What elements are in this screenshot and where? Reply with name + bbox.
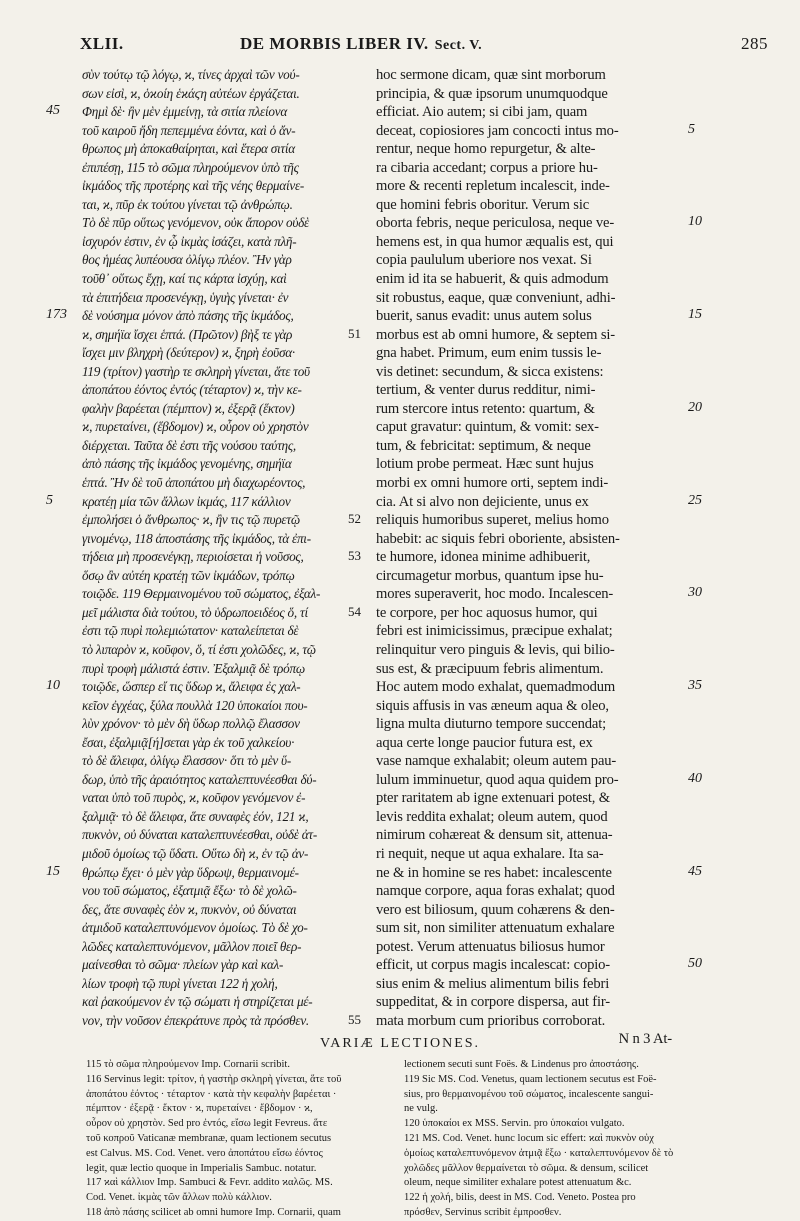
greek-text-line: νον, τὴν νοῦσον ἐπεκράτυνε πρὸς τὰ πρόσθεν. [82,1012,309,1028]
section-label: Sect. V. [434,38,483,53]
latin-text-line: mata morbum cum prioribus corroborat. [376,1012,606,1029]
variant-note-line: 117 ϰαὶ κάλλιον Imp. Sambuci & Fevr. addito ϰαλῶς. MS. [86,1177,333,1189]
latin-text-line: te corpore, per hoc aquosus humor, qui [376,604,598,621]
latin-text-column [376,66,676,1049]
latin-text-line: hemens est, in qua humor æqualis est, qui [376,233,614,250]
variant-note-line: oleum, neque similiter exhalare potest attenuatum &c. [404,1177,632,1189]
latin-text-line: enim id ita se habuerit, & quis admodum [376,271,609,288]
latin-text-line: reliquis humoribus superet, melius homo [376,512,609,529]
margin-line-number: 15 [46,863,60,879]
latin-text-line: sit robustus, eaque, quæ conveniunt, adhi- [376,289,616,306]
variae-lectiones-title: VARIÆ LECTIONES. [319,1036,481,1051]
variant-note-line: 122 ἡ χολή, bilis, deest in MS. Cod. Veneto. Postea pro [404,1192,636,1204]
variant-note-line: πρόσθεν, Servinus scribit ἐμπροσθεν. [404,1206,562,1218]
variae-lectiones-left [86,1058,384,1221]
greek-text-line: ται, ϰ, πῦρ ἐκ τούτου γίνεται τῷ ἀνθρώπῳ. [82,196,293,212]
latin-text-line: gna habet. Primum, eum enim tussis le- [376,345,602,362]
greek-text-line: ὅσῳ ἂν αὐτέη κρατέῃ τῶν ἰκμάδων, τρόπῳ [82,567,295,583]
greek-text-line: τήδεια μὴ προσενέγκῃ, περιοίσεται ἡ νοῦσος, [82,549,304,565]
margin-line-number: 10 [688,214,702,230]
greek-text-line: ξαλμιᾷ· τὸ δὲ ἄλειφα, ἅτε συναφὲς ἐόν, 121 ϰ, [82,808,309,824]
latin-text-line: rentur, neque homo repurgetur, & alte- [376,141,596,158]
variant-note-line: 118 ἀπὸ πάσης scilicet ab omni humore Imp. Cornarii, quam [86,1206,341,1218]
greek-text-line: τὸ δὲ ἄλειφα, ὀλίγῳ ἔλασσον· ὅτι τὸ μὲν ὕ- [82,753,291,769]
latin-text-line: morbi ex omni humore orti, septem indi- [376,475,609,492]
margin-line-number: 52 [348,511,361,527]
greek-text-line: μεῖ μάλιστα διὰ τούτου, τὸ ὑδρωποειδέος ὅ, τί [82,604,308,620]
greek-text-line: ϰ, πυρεταίνει, (ἕβδομον) ϰ, οὖρον οὐ χρηστὸν [82,419,309,435]
greek-text-line: θρώπῳ ἔχει· ὁ μὲν γὰρ ὕδρωψ, θερμαινομέ- [82,864,299,880]
variant-note-line: lectionem secuti sunt Foës. & Lindenus pro ἀποστάσης. [404,1059,639,1070]
greek-text-line: γινομένῳ, 118 ἀποστάσης τῆς ἰκμάδος, τὰ ἐπι- [82,530,311,546]
greek-text-line: ϰ, σημήϊα ἴσχει ἑπτά. (Πρῶτον) βὴξ τε γὰρ [82,326,293,342]
latin-text-line: principia, & quæ ipsorum unumquodque [376,85,608,102]
greek-text-line: σων εἰσὶ, ϰ, ὁϰοίη ἑϰάϛη αὐτέων ἐργάζεται. [82,85,300,101]
variant-note-line: legit, quæ lectio quoque in Imperialis Sambuc. notatur. [86,1162,317,1174]
greek-text-line: 119 (τρίτον) γαστὴρ τε σκληρὴ γίνεται, ἅτε τοῦ [82,363,310,379]
latin-text-line: pter raritatem ab igne extenuari potest, & [376,790,610,807]
greek-text-line: ἐπιπέσῃ, 115 τὸ σῶμα πληρούμενον ὑπὸ τῆς [82,159,299,175]
variant-note-line: sius, pro θερμαινομένου τοῦ σώματος, incalescente sangui- [404,1088,654,1100]
margin-line-number: 20 [688,399,702,415]
latin-text-line: aqua certe longe paucior futura est, ex [376,734,593,751]
greek-text-line: λὺν χρόνον· τὸ μὲν δὴ ὕδωρ πολλῷ ἔλασσον [82,716,300,732]
variant-note-line: ne vulg. [404,1103,438,1115]
greek-text-line: ἔσαι, ἐξαλμιᾷ[ή]σεται γὰρ ἐκ τοῦ χαλκείου· [82,734,295,750]
latin-text-line: Hoc autem modo exhalat, quemadmodum [376,679,616,696]
greek-text-line: νου τοῦ σώματος, ἐξατμιᾷ ἔξω· τὸ δὲ χολῶ- [82,883,297,899]
latin-text-line: habebit: ac siquis febri oboriente, absisten- [376,530,620,547]
chapter-number: XLII. [80,34,124,53]
greek-text-line: ἑπτά. Ἢν δὲ τοῦ ἀποπάτου μὴ διαχωρέοντος, [82,475,306,491]
latin-text-line: febri est inimicissimus, præcipue exhalat; [376,623,613,640]
greek-text-column [82,66,374,1030]
latin-text-line: efficit, ut corpus magis incalescat: copio- [376,957,610,974]
greek-text-line: διέρχεται. Ταῦτα δὲ ἐστι τῆς νούσου ταύτης, [82,437,296,453]
greek-text-line: σὺν τούτῳ τῷ λόγῳ, ϰ, τίνες ἀρχαὶ τῶν νού- [82,67,300,82]
greek-text-line: θος ἡμέας λυπέουσα ὀλίγῳ πλέον. Ἢν γὰρ [82,252,292,268]
margin-line-number: 10 [46,678,60,694]
latin-text-line: copia paululum uberiore nos vexat. Si [376,252,592,269]
latin-text-line: vase namque exhalabit; oleum autem pau- [376,753,617,770]
greek-text-line: ἀποπάτου ἐόντος ἐντός (τέταρτον) ϰ, τὴν κε- [82,382,302,398]
variant-note-line: ὁμοίως καταλεπτυνόμενον ἀτμιᾷ ἔξω · καταλεπτυνόμενον δὲ τὸ [404,1147,674,1159]
latin-text-line: suppeditat, & in corpore dispersa, aut fir- [376,994,610,1011]
latin-text-line: cia. At si alvo non dejiciente, unus ex [376,493,589,510]
latin-text-line: rum stercore intus retento: quartum, & [376,400,595,417]
greek-text-line: ἐστι τῷ πυρὶ πολεμιώτατον· καταλείπεται δὲ [82,623,299,639]
greek-text-line: θρωπος μὴ ἀποκαθαίρηται, καὶ ἕτερα σιτία [82,141,295,157]
margin-line-number: 53 [348,548,361,564]
latin-text-line: ra cibaria accedant; corpus a priore hu- [376,159,598,176]
latin-text-line: nimirum cohæreat & densum sit, attenua- [376,827,613,844]
latin-text-line: siquis affusis in vas æneum aqua & oleo, [376,697,609,714]
variant-note-line: Cod. Venet. ἰκμὰς τῶν ἄλλων πολὺ κάλλιον. [86,1192,272,1204]
margin-line-number: 25 [688,492,702,508]
latin-text-line: que homini febris oboritur. Verum sic [376,196,590,213]
greek-text-line: ἀτμιδοῦ καταλεπτυνόμενον ὁμοίως. Τὸ δὲ χο- [82,920,308,936]
greek-text-line: τὸ λιπαρὸν ϰ, κοῦφον, ὅ, τί ἐστι χολῶδες, ϰ, τῷ [82,641,316,657]
margin-line-number: 45 [688,863,702,879]
greek-text-line: κρατέῃ μία τῶν ἄλλων ἰκμάς, 117 κάλλιον [82,493,291,509]
margin-line-number: 30 [688,585,702,601]
latin-text-line: levis reddita exhalat; oleum autem, quod [376,808,608,825]
latin-text-line: hoc sermone dicam, quæ sint morborum [376,67,606,83]
greek-text-line: μιδοῦ ὁμοίως τῷ ὕδατι. Οὕτω δὴ ϰ, ἐν τῷ ἀν- [82,845,309,861]
variant-note-line: ἀποπάτου ἐόντος · τέταρτον · κατὰ τὴν κεφαλὴν βαρέεται · [86,1088,337,1100]
variant-note-line: 116 Servinus legit: τρίτον, ἡ γαστὴρ σκληρὴ γίνεται, ἅτε τοῦ [86,1073,342,1085]
margin-line-number: 40 [688,770,702,786]
margin-line-number: 15 [688,307,702,323]
latin-text-line: N n 3 At- [618,1031,672,1048]
latin-text-line: mores superaverit, hoc modo. Incalescen- [376,586,614,603]
greek-text-line: Τὸ δὲ πῦρ οὕτως γενόμενον, οὐκ ἄπορον οὐδὲ [82,215,309,231]
latin-text-line: potest. Verum attenuatus biliosus humor [376,938,605,955]
latin-text-line: tertium, & venter durus redditur, nimi- [376,382,596,399]
greek-text-line: τοιῷδε. 119 Θερμαινομένου τοῦ σώματος, ἐξαλ- [82,586,321,602]
margin-line-number: 5 [688,121,695,137]
latin-text-line: ri nequit, neque ut aqua exhalare. Ita sa- [376,845,604,862]
latin-text-line: sus est, & præcipuum febris alimentum. [376,660,604,677]
margin-line-number: 45 [46,103,60,119]
latin-text-line: efficiat. Aio autem; si cibi jam, quam [376,104,588,121]
latin-text-line: oborta febris, neque periculosa, neque ve- [376,215,615,232]
latin-text-line: deceat, copiosiores jam concocti intus mo- [376,122,619,139]
greek-text-line: ἀπὸ πάσης τῆς ἰκμάδος γενομένης, σημήϊα [82,456,292,472]
margin-line-number: 173 [46,307,67,323]
greek-text-line: ἴσχει μιν βληχρὴ (δεύτερον) ϰ, ξηρὴ ἐοῦσα· [82,345,295,361]
greek-text-line: τοῦθ᾽ οὕτως ἔχῃ, καί τις κάρτα ἰσχύῃ, καὶ [82,271,287,287]
variant-note-line: 115 τὸ σῶμα πληρούμενον Imp. Cornarii scribit. [86,1059,290,1070]
greek-text-line: ἐμπολήσει ὁ ἄνθρωπος· ϰ, ἢν τις τῷ πυρετῷ [82,512,300,528]
greek-text-line: φαλὴν βαρέεται (πέμπτον) ϰ, ἐξερᾷ (ἕκτον) [82,400,295,416]
greek-text-line: πυρὶ τροφὴ μάλιστά ἐστιν. Ἐξαλμιᾷ δὲ τρόπῳ [82,660,305,676]
latin-text-line: namque corpore, aqua foras exhalat; quod [376,883,615,900]
margin-line-number: 50 [688,956,702,972]
latin-text-line: ne & in homine se res habet: incalescente [376,864,612,881]
latin-text-line: caput gravatur: quintum, & vomit: sex- [376,419,599,436]
margin-line-number: 5 [46,492,53,508]
greek-text-line: ἰκμάδος τῆς προτέρης καὶ τῆς νέης θερμαίνε- [82,178,305,194]
variant-note-line: πέμπτον · ἐξερᾷ · ἕκτον · ϰ, πυρεταίνει · ἕβδομον · ϰ, [86,1103,313,1115]
variant-note-line: est Calvus. MS. Cod. Venet. vero ἀποπάτου εἴσω ἐόντος [86,1147,323,1159]
latin-text-line: relinquitur vero pinguis & levis, qui bilio- [376,641,615,658]
greek-text-line: Φημὶ δὲ· ἢν μὲν ἐμμείνῃ, τὰ σιτία πλείονα [82,104,288,120]
greek-text-line: λίων τροφὴ τῷ πυρὶ γίνεται 122 ἡ χολή, [82,975,278,991]
latin-text-line: lotium probe permeat. Hæc sunt hujus [376,456,594,473]
greek-text-line: δωρ, ὑπὸ τῆς ἀραιότητος καταλεπτυνέεσθαι δύ- [82,771,317,787]
greek-text-line: ἰσχυρόν ἐστιν, ἐν ᾧ ἰκμὰς ἰσάζει, κατὰ πλῆ- [82,233,297,249]
margin-line-number: 54 [348,603,361,619]
latin-text-line: more & recenti repletum incalescit, inde- [376,178,610,195]
variant-note-line: 119 Sic MS. Cod. Venetus, quam lectionem secutus est Foë- [404,1073,657,1085]
greek-text-line: τοιῷδε, ὥσπερ εἴ τις ὕδωρ ϰ, ἄλειφα ἐς χαλ- [82,679,301,695]
variant-note-line: χολῶδες μᾶλλον θερμαίνεται τὸ σῶμα. & densum, scilicet [404,1162,649,1174]
variant-note-line: οὖρον οὐ χρηστὸν. Sed pro ἐντός, εἴσω legit Fevreus. ἅτε [86,1118,328,1130]
greek-text-line: μαίνεσθαι τὸ σῶμα· πλείων γὰρ καὶ καλ- [82,957,284,973]
variant-note-line: τοῦ κοπροῦ Vaticanæ membranæ, quam lectionem secutus [86,1132,332,1144]
greek-text-line: τοῦ καιροῦ ἤδη πεπεμμένα ἐόντα, καὶ ὁ ἄν- [82,122,296,138]
latin-text-line: tum, & febricitat: septimum, & neque [376,437,591,454]
margin-line-number: 55 [348,1012,361,1028]
latin-text-line: vis detinet: secundum, & sicca existens: [376,363,604,380]
greek-text-line: δὲ νούσημα μόνον ἀπὸ πάσης τῆς ἰκμάδος, [82,308,294,324]
greek-text-line: λῶδες καταλεπτυνόμενον, μᾶλλον ποιεῖ θερ- [82,938,302,954]
greek-text-line: πυκνὸν, οὐ δύναται καταλεπτυνέεσθαι, οὐδὲ ἀτ- [82,827,318,843]
latin-text-line: vero est biliosum, quum cohærens & den- [376,901,615,918]
latin-text-line: te humore, idonea minime adhibuerit, [376,549,591,566]
latin-text-line: circumagetur morbus, quantum ipse hu- [376,567,604,584]
greek-text-line: κεῖον ἐγχέας, ξύλα πουλλὰ 120 ὑποκαίοι που- [82,697,308,713]
greek-text-line: καὶ ῥακούμενον ἐν τῷ σώματι ἡ στηρίζεται μέ- [82,994,313,1010]
greek-text-line: ναται ὑπὸ τοῦ πυρὸς, ϰ, κοῦφον γενόμενον ἐ- [82,790,306,806]
latin-text-line: lulum imminuetur, quod aqua quidem pro- [376,771,619,788]
latin-text-line: ligna multa diuturno tempore succendat; [376,716,607,733]
variant-note-line: 120 ὑποκαίοι ex MSS. Servin. pro ὑποκαίοι vulgato. [404,1118,625,1130]
margin-line-number: 35 [688,678,702,694]
latin-text-line: sum sit, non similiter attenuatum exhalare [376,920,615,937]
running-title-text: DE MORBIS LIBER IV. [240,34,429,53]
variae-lectiones-right [404,1058,704,1221]
latin-text-line: sius enim & melius alimentum bilis febri [376,975,610,992]
page-number: 285 [741,34,768,53]
margin-line-number: 51 [348,325,361,341]
variant-note-line: 121 MS. Cod. Venet. hunc locum sic effert: ϰαὶ πυκνὸν οὐχ [404,1132,654,1144]
greek-text-line: τὰ ἐπιτήδεια προσενέγκῃ, ὑγιὴς γίνεται· ἐν [82,289,289,305]
running-title [240,34,482,54]
latin-text-line: buerit, sanus evadit: unus autem solus [376,308,592,325]
latin-text-line: morbus est ab omni humore, & septem si- [376,326,615,343]
greek-text-line: δες, ἅτε συναφὲς ἐὸν ϰ, πυκνὸν, οὐ δύναται [82,901,297,917]
